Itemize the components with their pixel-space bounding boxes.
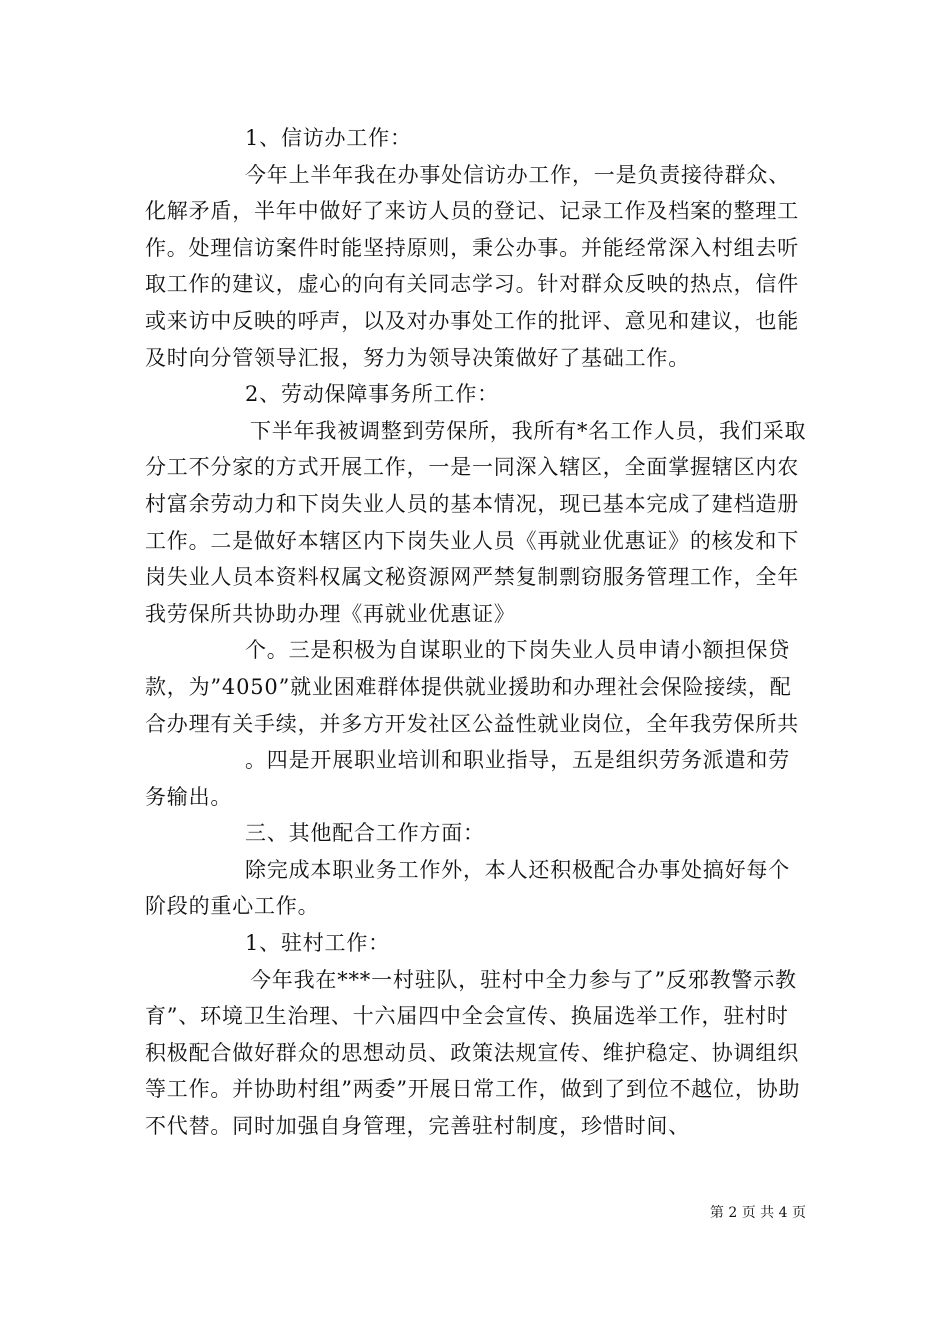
- document-body: [145, 120, 810, 1145]
- heading-other-work: 三、其他配合工作方面：: [245, 821, 485, 846]
- paragraph-other-work: 除完成本职业务工作外，本人还积极配合办事处搞好每个阶段的重心工作。: [145, 857, 790, 919]
- paragraph-loan-assistance: 个。三是积极为自谋职业的下岗失业人员申请小额担保贷款，为”4050”就业困难群体提供就业援助和办理社会保险接续，配合办理有关手续，并多方开发社区公益性就业岗位，全年我劳保所共: [145, 638, 799, 736]
- heading-village-work: 1、驻村工作：: [245, 931, 390, 956]
- heading-petition-office: 1、信访办工作：: [245, 126, 412, 150]
- paragraph-training: 。四是开展职业培训和职业指导，五是组织劳务派遣和劳务输出。: [145, 748, 790, 809]
- paragraph-labor-security: 下半年我被调整到劳保所，我所有*名工作人员，我们采取分工不分家的方式开展工作，一是一同深入辖区，全面掌握辖区内农村富余劳动力和下岗失业人员的基本情况，现已基本完成了建档造册工作。二是做好本辖区内下岗失业人员《再就业优惠证》的核发和下岗失业人员本资料权属文秘资源网严禁复制剽窃服务管理工作，全年我劳保所共协助办理《再就业优惠证》: [145, 418, 807, 626]
- paragraph-petition-office: 今年上半年我在办事处信访办工作，一是负责接待群众、化解矛盾，半年中做好了来访人员的登记、记录工作及档案的整理工作。处理信访案件时能坚持原则，秉公办事。并能经常深入村组去听取工作的建议，虚心的向有关同志学习。针对群众反映的热点，信件或来访中反映的呼声，以及对办事处工作的批评、意见和建议，也能及时向分管领导汇报，努力为领导决策做好了基础工作。: [145, 162, 799, 370]
- heading-labor-security: 2、劳动保障事务所工作：: [245, 382, 499, 407]
- paragraph-village-work: 今年我在***一村驻队，驻村中全力参与了”反邪教警示教育”、环境卫生治理、十六届四中全会宣传、换届选举工作，驻村时积极配合做好群众的思想动员、政策法规宣传、维护稳定、协调组织等工作。并协助村组”两委”开展日常工作，做到了到位不越位，协助不代替。同时加强自身管理，完善驻村制度，珍惜时间、: [145, 967, 801, 1139]
- page-number: 第 2 页 共 4 页: [709, 1205, 806, 1221]
